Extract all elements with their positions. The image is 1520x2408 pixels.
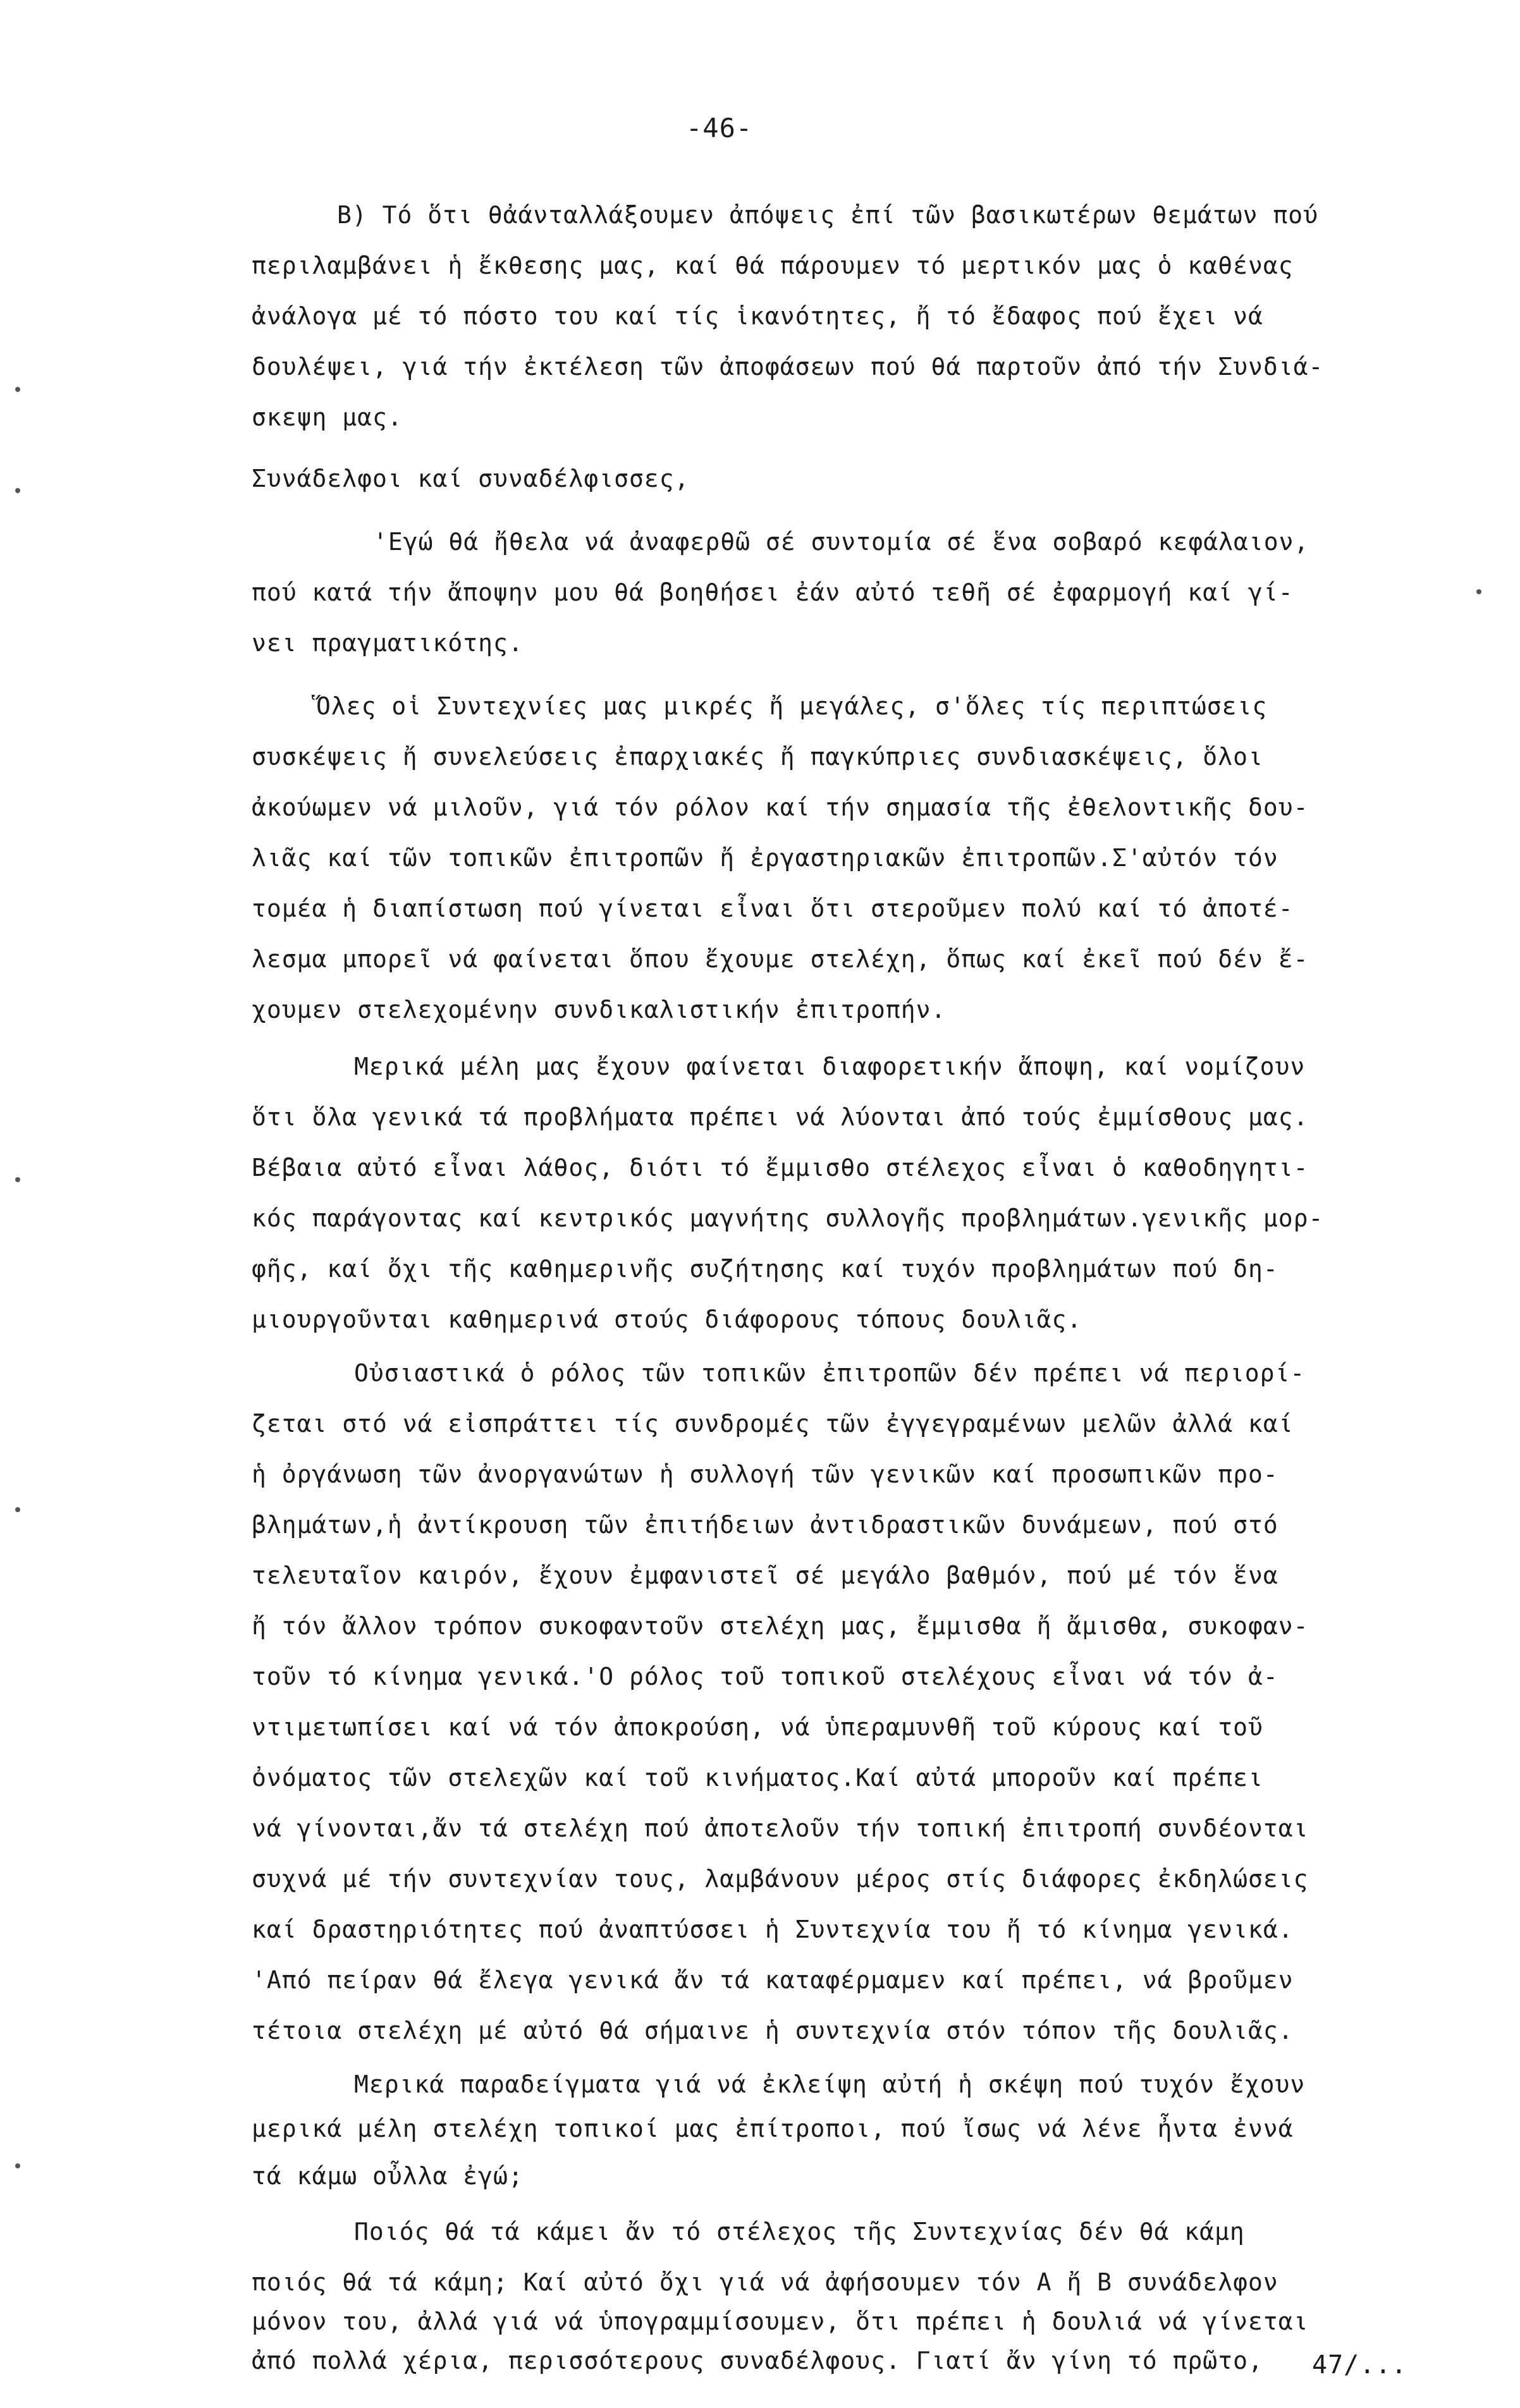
text-line: ὅτι ὅλα γενικά τά προβλήματα πρέπει νά λύονται ἀπό τούς ἐμμίσθους μας. [252, 1103, 1309, 1131]
text-line: τομέα ἡ διαπίστωση πού γίνεται εἶναι ὅτι στεροῦμεν πολύ καί τό ἀποτέ- [252, 895, 1294, 922]
text-line: Μερικά παραδείγματα γιά νά ἐκλείψη αὐτή ἡ σκέψη πού τυχόν ἔχουν [354, 2070, 1306, 2098]
text-line: ἡ ὀργάνωση τῶν ἀνοργανώτων ἡ συλλογή τῶν γενικῶν καί προσωπικῶν προ- [252, 1460, 1278, 1488]
text-line: βλημάτων,ἡ ἀντίκρουση τῶν ἐπιτήδειων ἀντιδραστικῶν δυνάμεων, πού στό [252, 1511, 1278, 1539]
text-line: ὀνόματος τῶν στελεχῶν καί τοῦ κινήματος.Καί αὐτά μποροῦν καί πρέπει [252, 1764, 1263, 1792]
text-line: ἀκούωμεν νά μιλοῦν, γιά τόν ρόλον καί τήν σημασία τῆς ἐθελοντικῆς δου- [252, 793, 1309, 821]
text-line: ντιμετωπίσει καί νά τόν ἀποκρούση, νά ὑπεραμυνθῆ τοῦ κύρους καί τοῦ [252, 1713, 1263, 1741]
text-line: πού κατά τήν ἄποψην μου θά βοηθήσει ἐάν αὐτό τεθῆ σέ ἐφαρμογή καί γί- [252, 578, 1294, 606]
page-number: -46- [686, 113, 753, 144]
text-line: συχνά μέ τήν συντεχνίαν τους, λαμβάνουν μέρος στίς διάφορες ἐκδηλώσεις [252, 1865, 1309, 1893]
scan-speck [1476, 589, 1481, 594]
text-line: περιλαμβάνει ἡ ἔκθεσης μας, καί θά πάρουμεν τό μερτικόν μας ὁ καθένας [252, 252, 1294, 279]
text-line: φῆς, καί ὄχι τῆς καθημερινῆς συζήτησης καί τυχόν προβλημάτων πού δη- [252, 1255, 1278, 1283]
text-line: νει πραγματικότης. [252, 629, 524, 657]
scan-speck [15, 2163, 20, 2168]
continuation-page-ref: 47/... [1312, 2350, 1407, 2380]
text-line: μερικά μέλη στελέχη τοπικοί μας ἐπίτροποι, πού ἴσως νά λένε ἦντα ἐννά [252, 2115, 1294, 2142]
text-line: δουλέψει, γιά τήν ἐκτέλεση τῶν ἀποφάσεων πού θά παρτοῦν ἀπό τήν Συνδιά- [252, 353, 1324, 381]
text-line: Οὐσιαστικά ὁ ρόλος τῶν τοπικῶν ἐπιτροπῶν δέν πρέπει νά περιορί- [354, 1359, 1306, 1387]
text-line: σκεψη μας. [252, 403, 403, 431]
text-line: χουμεν στελεχομένην συνδικαλιστικήν ἐπιτροπήν. [252, 996, 947, 1024]
text-line: 'Εγώ θά ἤθελα νά ἀναφερθῶ σέ συντομία σέ ἕνα σοβαρό κεφάλαιον, [373, 528, 1309, 556]
text-line: Συνάδελφοι καί συναδέλφισσες, [252, 465, 690, 492]
text-line: B) Τό ὅτι θἀάνταλλάξουμεν ἀπόψεις ἐπί τῶν βασικωτέρων θεμάτων πού [337, 201, 1319, 229]
text-line: Βέβαια αὐτό εἶναι λάθος, διότι τό ἔμμισθο στέλεχος εἶναι ὁ καθοδηγητι- [252, 1154, 1309, 1182]
text-line: λεσμα μπορεῖ νά φαίνεται ὅπου ἔχουμε στελέχη, ὅπως καί ἐκεῖ πού δέν ἔ- [252, 945, 1309, 973]
text-line: τελευταῖον καιρόν, ἔχουν ἐμφανιστεῖ σέ μεγάλο βαθμόν, πού μέ τόν ἕνα [252, 1562, 1278, 1589]
text-line: ἀπό πολλά χέρια, περισσότερους συναδέλφους. Γιατί ἄν γίνη τό πρῶτο, [252, 2347, 1263, 2374]
text-line: καί δραστηριότητες πού ἀναπτύσσει ἡ Συντεχνία του ἤ τό κίνημα γενικά. [252, 1916, 1294, 1943]
text-line: κός παράγοντας καί κεντρικός μαγνήτης συλλογῆς προβλημάτων.γενικῆς μορ- [252, 1204, 1324, 1232]
text-line: λιᾶς καί τῶν τοπικῶν ἐπιτροπῶν ἤ ἐργαστηριακῶν ἐπιτροπῶν.Σ'αὐτόν τόν [252, 844, 1278, 872]
text-line: ζεται στό νά εἰσπράττει τίς συνδρομές τῶν ἐγγεγραμένων μελῶν ἀλλά καί [252, 1410, 1294, 1438]
text-line: μόνον του, ἀλλά γιά νά ὑπογραμμίσουμεν, ὅτι πρέπει ἡ δουλιά νά γίνεται [252, 2307, 1309, 2335]
text-line: Ποιός θά τά κάμει ἄν τό στέλεχος τῆς Συντεχνίας δέν θά κάμη [354, 2218, 1245, 2246]
text-line: μιουργοῦνται καθημερινά στούς διάφορους τόπους δουλιᾶς. [252, 1305, 1082, 1333]
scan-speck [15, 387, 20, 392]
text-line: ἤ τόν ἄλλον τρόπον συκοφαντοῦν στελέχη μας, ἔμμισθα ἤ ἄμισθα, συκοφαν- [252, 1612, 1309, 1640]
text-line: τοῦν τό κίνημα γενικά.'Ο ρόλος τοῦ τοπικοῦ στελέχους εἶναι νά τόν ἀ- [252, 1663, 1278, 1690]
scan-speck [15, 1507, 20, 1512]
text-line: Ὅλες οἱ Συντεχνίες μας μικρές ἤ μεγάλες, σ'ὅλες τίς περιπτώσεις [316, 692, 1268, 720]
text-line: ἀνάλογα μέ τό πόστο του καί τίς ἱκανότητες, ἤ τό ἔδαφος πού ἔχει νά [252, 302, 1263, 330]
text-line: 'Από πείραν θά ἔλεγα γενικά ἄν τά καταφέρμαμεν καί πρέπει, νά βροῦμεν [252, 1966, 1294, 1994]
text-line: τέτοια στελέχη μέ αὐτό θά σήμαινε ἡ συντεχνία στόν τόπον τῆς δουλιᾶς. [252, 2017, 1294, 2044]
text-line: Μερικά μέλη μας ἔχουν φαίνεται διαφορετικήν ἄποψη, καί νομίζουν [354, 1053, 1306, 1080]
scan-speck [15, 1177, 20, 1182]
text-line: ποιός θά τά κάμη; Καί αὐτό ὄχι γιά νά ἀφήσουμεν τόν Α ἤ Β συνάδελφον [252, 2268, 1278, 2296]
text-line: νά γίνονται,ἄν τά στελέχη πού ἀποτελοῦν τήν τοπική ἐπιτροπή συνδέονται [252, 1814, 1309, 1842]
text-line: τά κάμω οὖλλα ἐγώ; [252, 2162, 524, 2190]
text-line: συσκέψεις ἤ συνελεύσεις ἐπαρχιακές ἤ παγκύπριες συνδιασκέψεις, ὅλοι [252, 743, 1263, 771]
scan-speck [15, 488, 20, 493]
